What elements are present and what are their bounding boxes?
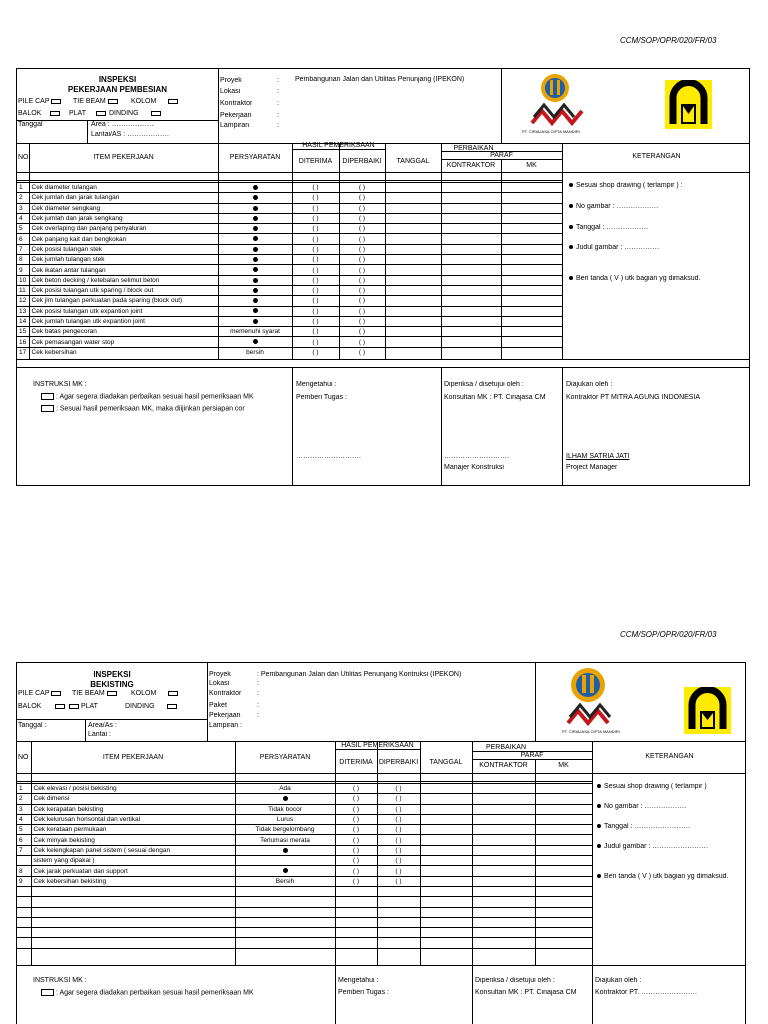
mitra-logo-icon (665, 80, 712, 129)
row-item: Cek kelengkapan panel sistem ( sesuai dengan (31, 845, 235, 855)
kontraktor2-pt: Kontraktor PT. …………………… (595, 989, 698, 996)
row-no: 9 (17, 265, 29, 275)
header-diterima: DITERIMA (298, 158, 333, 165)
row-requirement[interactable]: Ada (235, 784, 335, 794)
row-diperbaiki[interactable]: ( ) (339, 224, 385, 234)
row-no (17, 856, 31, 866)
row-requirement[interactable]: Lurus (235, 814, 335, 824)
row-item: Cek overlaping dan panjang penyaluran (29, 224, 218, 234)
row-diterima[interactable]: ( ) (335, 804, 377, 814)
table-row (17, 825, 592, 835)
form2-title-line1: INSPEKSI (93, 670, 131, 679)
table-row (17, 938, 592, 948)
row-diperbaiki[interactable]: ( ) (339, 255, 385, 265)
row-requirement[interactable] (218, 203, 292, 213)
header2-tanggal: TANGGAL (429, 759, 463, 766)
colon: : (277, 77, 279, 84)
row-diperbaiki[interactable]: ( ) (377, 835, 420, 845)
row-requirement[interactable] (218, 213, 292, 223)
row-item: Cek posisi tulangan stek (29, 244, 218, 254)
row-diterima[interactable]: ( ) (292, 255, 339, 265)
row-diterima[interactable]: ( ) (292, 193, 339, 203)
check2-plat[interactable]: PLAT (69, 703, 98, 710)
pekerjaan-label: Pekerjaan (220, 112, 252, 119)
note2-tanggal: Tanggal : …………………… (597, 823, 690, 830)
lokasi2-label: Lokasi (209, 680, 230, 687)
row-item: Cek elevasi / posisi bekisting (31, 784, 235, 794)
company2-name: PT. CIRIAJASA CIPTA MANDIRI (562, 729, 620, 734)
form-title-line2: PEKERJAAN PEMBESIAN (67, 85, 168, 94)
doc-code-1: CCM/SOP/OPR/020/FR/03 (620, 36, 717, 45)
header-tanggal: TANGGAL (396, 158, 430, 165)
row-no: 10 (17, 275, 29, 285)
row-diperbaiki[interactable]: ( ) (377, 876, 420, 886)
row-item: Cek minyak bekisting (31, 835, 235, 845)
row-diterima[interactable]: ( ) (335, 845, 377, 855)
check-kolom[interactable]: KOLOM (131, 98, 178, 105)
items-table-1 (17, 182, 562, 358)
note2-judul-gambar: Judul gambar : …………………… (597, 843, 708, 850)
pemberi-signature: ………………………. (296, 453, 361, 460)
row-requirement[interactable]: Bersih (235, 876, 335, 886)
row-diperbaiki[interactable]: ( ) (339, 316, 385, 326)
row-requirement[interactable]: Tidak bocor (235, 804, 335, 814)
note-tanggal: Tanggal : ……………… (569, 224, 648, 231)
row-item: Cek kebersihan bekisting (31, 876, 235, 886)
area-field: Area : ……………… (91, 121, 154, 128)
row-diperbaiki[interactable]: ( ) (377, 814, 420, 824)
row-diterima[interactable]: ( ) (292, 316, 339, 326)
row-item: Cek beton decking / ketebalan selimut beton (29, 275, 218, 285)
note2-no-gambar: No gambar : ……………… (597, 803, 686, 810)
check2-dinding[interactable]: DINDING (125, 703, 177, 710)
colon: : (257, 680, 259, 687)
row-diperbaiki[interactable]: ( ) (339, 327, 385, 337)
row-diperbaiki[interactable]: ( ) (339, 193, 385, 203)
colon: : (257, 712, 259, 719)
row-diterima[interactable]: ( ) (292, 296, 339, 306)
colon: : (277, 88, 279, 95)
row-diterima[interactable]: ( ) (292, 213, 339, 223)
header2-paraf: PARAF (520, 752, 544, 759)
row-requirement[interactable] (218, 296, 292, 306)
row-diterima[interactable]: ( ) (292, 224, 339, 234)
header-persyaratan: PERSYARATAN (229, 154, 281, 161)
table-row (17, 306, 562, 316)
lantai2-field: Lantai : (88, 731, 111, 738)
table-row (17, 296, 562, 306)
row-no: 1 (17, 784, 31, 794)
row-requirement[interactable] (218, 255, 292, 265)
instr-perbaikan[interactable]: : Agar segera diadakan perbaikan sesuai hasil pemeriksaan MK (41, 393, 254, 400)
inspection-form-bekisting (16, 662, 746, 1024)
table-row (17, 886, 592, 896)
row-no: 15 (17, 327, 29, 337)
row-no: 2 (17, 193, 29, 203)
proyek-value: Pembangunan Jalan dan Utilitas Penunjang (IPEKON) (295, 76, 465, 83)
table-row (17, 285, 562, 295)
instr-persiapan-cor[interactable]: : Sesuai hasil pemeriksaan MK, maka diijinkan persiapan cor (41, 405, 245, 412)
row-item: Cek jumlah dan jarak sengkang (29, 213, 218, 223)
header2-kontraktor: KONTRAKTOR (479, 762, 528, 769)
table-row (17, 835, 592, 845)
table-row (17, 907, 592, 917)
items-table-2 (17, 783, 592, 959)
pemberi2-label: Pemberi Tugas : (338, 989, 389, 996)
row-diterima[interactable]: ( ) (335, 784, 377, 794)
table-row (17, 804, 592, 814)
check-dinding[interactable]: DINDING (109, 110, 161, 117)
inspection-form-pembesian (16, 68, 750, 486)
header2-no: NO (18, 754, 29, 761)
row-diperbaiki[interactable]: ( ) (339, 337, 385, 347)
row-diterima[interactable]: ( ) (292, 285, 339, 295)
row-diterima[interactable]: ( ) (292, 337, 339, 347)
bullet-icon (253, 206, 258, 211)
row-no: 3 (17, 804, 31, 814)
row-item: Cek batas pengecoran (29, 327, 218, 337)
paket2-label: Paket (209, 702, 227, 709)
table-row (17, 794, 592, 804)
row-diterima[interactable]: ( ) (292, 347, 339, 357)
check-balok[interactable]: BALOK (18, 110, 60, 117)
row-diperbaiki[interactable]: ( ) (339, 306, 385, 316)
bullet-icon (283, 868, 288, 873)
diajukan2-label: Diajukan oleh : (595, 977, 642, 984)
row-diperbaiki[interactable]: ( ) (339, 234, 385, 244)
row-diterima[interactable]: ( ) (335, 866, 377, 876)
row-requirement[interactable] (218, 265, 292, 275)
row-item: Cek panjang kait dan bengkokan (29, 234, 218, 244)
lampiran2-label: Lampiran : (209, 722, 243, 729)
row-no: 11 (17, 285, 29, 295)
row-requirement[interactable] (218, 316, 292, 326)
header-hasil: HASIL PEMERIKSAAN (302, 142, 375, 149)
row-no: 3 (17, 203, 29, 213)
bullet-icon (253, 339, 258, 344)
pm-label: Project Manager (566, 464, 618, 471)
form-title-line1: INSPEKSI (98, 75, 137, 84)
row-item: Cek pemasangan water stop (29, 337, 218, 347)
row-requirement[interactable] (235, 794, 335, 804)
row-no: 4 (17, 814, 31, 824)
bullet-icon (253, 185, 258, 190)
row-diterima[interactable]: ( ) (292, 275, 339, 285)
header-no: NO (18, 154, 29, 161)
row-diperbaiki[interactable]: ( ) (377, 866, 420, 876)
check2-tie-beam[interactable]: TIE BEAM (72, 690, 117, 697)
table-row (17, 183, 562, 193)
table-row (17, 265, 562, 275)
table-row (17, 316, 562, 326)
row-requirement[interactable] (218, 275, 292, 285)
row-item: Cek jarak perkuatan dan support (31, 866, 235, 876)
bullet-icon (253, 195, 258, 200)
tanggal2-label: Tanggal : (18, 722, 47, 729)
table-row (17, 856, 592, 866)
table-row (17, 897, 592, 907)
kontraktor-pt: Kontraktor PT MITRA AGUNG INDONESIA (566, 394, 701, 401)
bullet-icon (253, 257, 258, 262)
row-diterima[interactable]: ( ) (335, 825, 377, 835)
mengetahui2-label: Mengetahui : (338, 977, 379, 984)
check2-pile-cap[interactable]: PILE CAP (18, 690, 61, 697)
table-row (17, 193, 562, 203)
note2-beri-tanda: Beri tanda ( V ) utk bagian yg dimaksud. (597, 873, 729, 880)
table-row (17, 917, 592, 927)
kontraktor-label: Kontraktor (220, 100, 253, 107)
row-diperbaiki[interactable]: ( ) (377, 794, 420, 804)
bullet-icon (253, 267, 258, 272)
table-row (17, 866, 592, 876)
row-no: 5 (17, 224, 29, 234)
check-plat[interactable]: PLAT (69, 110, 106, 117)
diperiksa2-label: Diperiksa / disetujui oleh : (475, 977, 555, 984)
colon: : (257, 690, 259, 697)
bullet-icon (253, 278, 258, 283)
header2-mk: MK (558, 762, 569, 769)
row-no: 17 (17, 347, 29, 357)
check-pile-cap[interactable]: PILE CAP (18, 98, 61, 105)
row-diterima[interactable]: ( ) (292, 265, 339, 275)
kontraktor2-label: Kontraktor (209, 690, 242, 697)
row-requirement[interactable] (218, 183, 292, 193)
row-diperbaiki[interactable]: ( ) (339, 183, 385, 193)
note-beri-tanda: Beri tanda ( V ) utk bagian yg dimaksud. (569, 275, 701, 282)
instruksi2-label: INSTRUKSI MK : (33, 977, 87, 984)
row-no: 4 (17, 213, 29, 223)
table-row (17, 845, 592, 855)
mitra-logo-icon-2 (684, 687, 731, 734)
bullet-icon (253, 216, 258, 221)
instr2-perbaikan[interactable]: : Agar segera diadakan perbaikan sesuai hasil pemeriksaan MK (41, 989, 254, 996)
row-item: Cek posisi tulangan utk expantion joint (29, 306, 218, 316)
header-mk: MK (526, 162, 537, 169)
lampiran-label: Lampiran (220, 122, 250, 129)
row-diterima[interactable]: ( ) (335, 876, 377, 886)
bullet-icon (283, 796, 288, 801)
row-requirement[interactable]: Terlumasi merata (235, 835, 335, 845)
row-no: 1 (17, 183, 29, 193)
colon: : (277, 112, 279, 119)
row-no: 9 (17, 876, 31, 886)
row-no: 7 (17, 244, 29, 254)
row-requirement[interactable]: memenuhi syarat (218, 327, 292, 337)
row-diperbaiki[interactable]: ( ) (339, 244, 385, 254)
row-diperbaiki[interactable]: ( ) (339, 296, 385, 306)
header2-item: ITEM PEKERJAAN (102, 754, 164, 761)
header-diperbaiki: DIPERBAIKI (342, 158, 382, 165)
header2-diperbaiki: DIPERBAIKI (378, 759, 419, 766)
row-no: 12 (17, 296, 29, 306)
bullet-icon (253, 247, 258, 252)
header-keterangan: KETERANGAN (632, 153, 681, 160)
row-no: 14 (17, 316, 29, 326)
tanggal-label: Tanggal (18, 121, 43, 128)
row-diterima[interactable]: ( ) (292, 327, 339, 337)
row-requirement[interactable] (218, 244, 292, 254)
table-row (17, 928, 592, 938)
table-row (17, 876, 592, 886)
row-item: Cek posisi tulangan utk sparing / block out (29, 285, 218, 295)
row-diperbaiki[interactable]: ( ) (377, 856, 420, 866)
row-no: 2 (17, 794, 31, 804)
check2-balok[interactable]: BALOK (18, 703, 65, 710)
header-paraf: PARAF (490, 152, 513, 159)
konsultan-label: Konsultan MK : PT. Ciriajasa CM (444, 394, 546, 401)
row-item: Cek dimensi (31, 794, 235, 804)
row-diperbaiki[interactable]: ( ) (339, 347, 385, 357)
row-no: 5 (17, 825, 31, 835)
row-item: Cek kerataan permukaan (31, 825, 235, 835)
row-diterima[interactable]: ( ) (292, 234, 339, 244)
row-item: Cek kebersihan (29, 347, 218, 357)
lokasi-label: Lokasi (220, 88, 241, 95)
row-item: Cek kerapatan bekisting (31, 804, 235, 814)
row-diterima[interactable]: ( ) (292, 203, 339, 213)
row-diperbaiki[interactable]: ( ) (377, 845, 420, 855)
table-row (17, 203, 562, 213)
row-diterima[interactable]: ( ) (335, 794, 377, 804)
row-requirement[interactable] (235, 845, 335, 855)
header-perbaikan: PERBAIKAN (453, 145, 494, 152)
bullet-icon (253, 298, 258, 303)
row-diperbaiki[interactable]: ( ) (339, 203, 385, 213)
proyek-label: Proyek (220, 77, 242, 84)
colon: : (277, 100, 279, 107)
row-diterima[interactable]: ( ) (335, 856, 377, 866)
row-requirement[interactable]: Tidak bergelombang (235, 825, 335, 835)
row-item: Cek jumlah dan jarak tulangan (29, 193, 218, 203)
area2-field: Area/As : (88, 722, 117, 729)
table-row (17, 213, 562, 223)
row-diperbaiki[interactable]: ( ) (339, 275, 385, 285)
konsultan2-label: Konsultan MK : PT. Ciriajasa CM (475, 989, 577, 996)
signer-name: ILHAM SATRIA JATI (566, 453, 630, 460)
row-diterima[interactable]: ( ) (292, 244, 339, 254)
row-no: 6 (17, 234, 29, 244)
row-item: Cek diameter tulangan (29, 183, 218, 193)
mengetahui-label: Mengetahui : (296, 381, 337, 388)
header-item: ITEM PEKERJAAN (93, 154, 154, 161)
bullet-icon (253, 236, 258, 241)
row-diperbaiki[interactable]: ( ) (377, 784, 420, 794)
row-no: 13 (17, 306, 29, 316)
row-item: Cek kelurusan horisontal dan vertikal (31, 814, 235, 824)
row-diterima[interactable]: ( ) (292, 306, 339, 316)
row-diterima[interactable]: ( ) (335, 814, 377, 824)
header2-diterima: DITERIMA (339, 759, 373, 766)
header-kontraktor: KONTRAKTOR (446, 162, 496, 169)
row-requirement[interactable] (235, 856, 335, 866)
row-diterima[interactable]: ( ) (292, 183, 339, 193)
company-name: PT. CIRIAJASA CIPTA MANDIRI (522, 129, 580, 134)
row-item: Cek jumlah tulangan utk expantion joint (29, 316, 218, 326)
row-item: sistem yang dipakai ) (31, 856, 235, 866)
row-requirement[interactable] (218, 234, 292, 244)
row-diperbaiki[interactable]: ( ) (377, 825, 420, 835)
header2-keterangan: KETERANGAN (645, 753, 694, 760)
header2-hasil: HASIL PEMERIKSAAN (341, 742, 414, 749)
note-judul-gambar: Judul gambar : …………… (569, 244, 659, 251)
row-diperbaiki[interactable]: ( ) (339, 285, 385, 295)
note-no-gambar: No gambar : ……………… (569, 203, 658, 210)
row-item: Cek diameter sengkang (29, 203, 218, 213)
table-row (17, 244, 562, 254)
manajer-label: Manajer Konstruksi (444, 464, 504, 471)
row-requirement[interactable] (235, 866, 335, 876)
doc-code-2: CCM/SOP/OPR/020/FR/03 (620, 630, 717, 639)
instruksi-label: INSTRUKSI MK : (33, 381, 87, 388)
row-requirement[interactable] (218, 193, 292, 203)
diperiksa-label: Diperiksa / disetujui oleh : (444, 381, 524, 388)
row-no: 7 (17, 845, 31, 855)
table-row (17, 234, 562, 244)
row-requirement[interactable] (218, 285, 292, 295)
row-no: 16 (17, 337, 29, 347)
ciriajasa-logo-2 (562, 665, 632, 735)
row-no: 6 (17, 835, 31, 845)
pekerjaan2-label: Pekerjaan (209, 712, 241, 719)
table-row (17, 275, 562, 285)
row-requirement[interactable] (218, 337, 292, 347)
row-diperbaiki[interactable]: ( ) (339, 213, 385, 223)
lantai-field: Lantai/AS : ……………… (91, 131, 170, 138)
table-row (17, 784, 592, 794)
note-shop-drawing: Sesuai shop drawing ( terlampir ) : (569, 182, 683, 189)
table-row (17, 337, 562, 347)
row-diperbaiki[interactable]: ( ) (339, 265, 385, 275)
konsultan-signature: ………………………. (444, 453, 509, 460)
colon: : (257, 702, 259, 709)
header2-perbaikan: PERBAIKAN (485, 744, 527, 751)
bullet-icon (253, 319, 258, 324)
row-requirement[interactable] (218, 224, 292, 234)
proyek2-value: : Pembangunan Jalan dan Utilitas Penunjang Kontruksi (IPEKON) (257, 671, 462, 678)
bullet-icon (283, 848, 288, 853)
row-item: Cek ikatan antar tulangan (29, 265, 218, 275)
proyek2-label: Proyek (209, 671, 231, 678)
row-item: Cek jumlah tulangan stek (29, 255, 218, 265)
bullet-icon (253, 288, 258, 293)
row-diterima[interactable]: ( ) (335, 835, 377, 845)
row-no: 8 (17, 866, 31, 876)
row-no: 8 (17, 255, 29, 265)
pemberi-tugas-label: Pemberi Tugas : (296, 394, 347, 401)
header2-persyaratan: PERSYARATAN (259, 754, 311, 761)
form2-title-line2: BEKISTING (90, 680, 134, 689)
table-row (17, 224, 562, 234)
table-row (17, 347, 562, 357)
check-tie-beam[interactable]: TIE BEAM (73, 98, 118, 105)
row-diperbaiki[interactable]: ( ) (377, 804, 420, 814)
bullet-icon (253, 226, 258, 231)
row-item: Cek jlm tulangan perkuatan pada sparing (block out) (29, 296, 218, 306)
diajukan-label: Diajukan oleh : (566, 381, 613, 388)
row-requirement[interactable] (218, 306, 292, 316)
row-requirement[interactable]: bersih (218, 347, 292, 357)
table-row (17, 814, 592, 824)
note2-shop-drawing: Sesuai shop drawing ( terlampir ) (597, 783, 707, 790)
table-row (17, 948, 592, 958)
bullet-icon (253, 308, 258, 313)
table-row (17, 327, 562, 337)
table-row (17, 255, 562, 265)
check2-kolom[interactable]: KOLOM (131, 690, 178, 697)
colon: : (277, 122, 279, 129)
